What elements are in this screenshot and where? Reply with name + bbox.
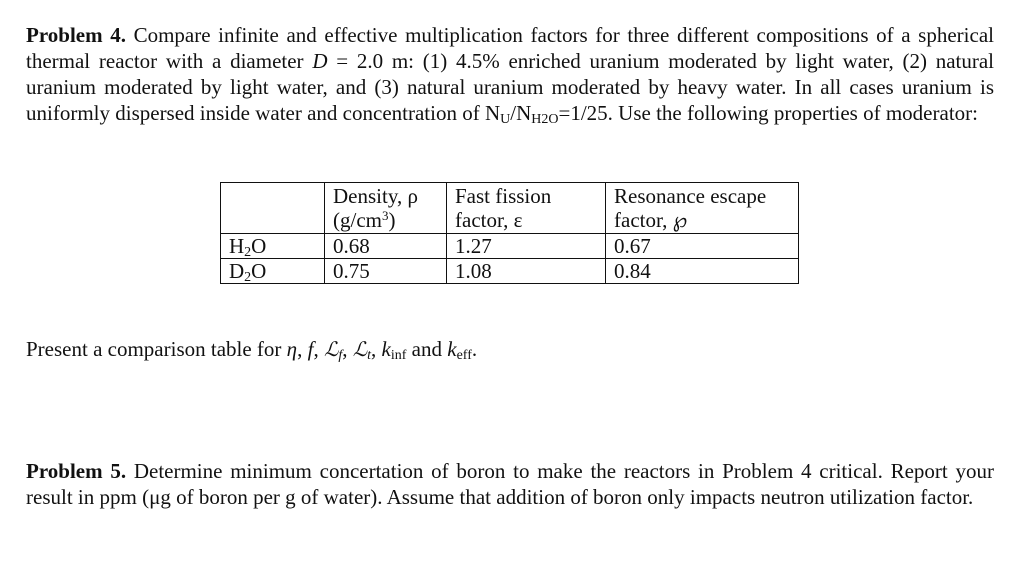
mod-post: O	[251, 259, 267, 283]
header-resonance-escape	[606, 183, 799, 234]
table-header-row	[221, 183, 799, 234]
f-symbol: f	[307, 337, 314, 361]
table-row	[221, 259, 799, 284]
row-fast: 1.08	[447, 259, 606, 284]
keff-sub: eff	[456, 348, 472, 363]
mod-sub: 2	[244, 245, 252, 260]
row-fast: 1.27	[447, 234, 606, 259]
header-density-line1: Density, ρ	[333, 184, 418, 208]
header-density	[325, 183, 447, 234]
row-resonance: 0.67	[606, 234, 799, 259]
diameter-symbol: D	[312, 49, 328, 73]
eta-symbol: η	[286, 337, 298, 361]
present-paragraph: Present a comparison table for η, f, ℒ$_f$, ℒ$_t$, $k_{inf}$ and $k_{eff}$.	[26, 337, 478, 363]
present-text: Present a comparison table for	[26, 337, 287, 361]
mod-post: O	[251, 234, 267, 258]
problem-4-text-c: =1/25. Use the following properties of moderator:	[558, 101, 978, 125]
table-row	[221, 234, 799, 259]
period: .	[471, 337, 478, 361]
header-fast-line2: factor, ε	[455, 208, 523, 232]
mod-sub: 2	[244, 270, 252, 285]
header-empty-cell	[221, 183, 325, 234]
header-res-line1: Resonance escape	[614, 184, 767, 208]
keff-k: k	[447, 337, 457, 361]
mod-pre: D	[229, 259, 245, 283]
problem-5-text: Determine minimum concertation of boron to make the reactors in Problem 4 critical. Report your result in ppm (μg of boron per g of water). Assume that addition of boron only impacts neutron utilization factor.	[26, 459, 994, 509]
row-density: 0.68	[325, 234, 447, 259]
header-density-unit-sup: 3	[381, 208, 389, 223]
row-moderator	[221, 234, 325, 259]
header-fast-fission	[447, 183, 606, 234]
lt-sub: t	[367, 348, 372, 363]
subscript-u: U	[500, 112, 511, 127]
header-density-unit-post: )	[388, 208, 396, 232]
header-density-unit-pre: (g/cm	[333, 208, 382, 232]
problem-5-label: Problem 5.	[26, 459, 127, 483]
problem-4-paragraph	[26, 22, 994, 126]
slash-n: /N	[510, 101, 532, 125]
header-res-line2: factor, ℘	[614, 208, 688, 232]
problem-4-text-a: Compare infinite and effective multiplication factors for three different compositions of a spherical thermal reactor with a diameter	[26, 23, 994, 73]
mod-pre: H	[229, 234, 245, 258]
moderator-properties-table	[220, 182, 799, 284]
header-fast-line1: Fast fission	[455, 184, 552, 208]
subscript-h2o: H2O	[531, 112, 559, 127]
row-moderator	[221, 259, 325, 284]
kinf-k: k	[381, 337, 391, 361]
kinf-sub: inf	[390, 348, 407, 363]
row-resonance: 0.84	[606, 259, 799, 284]
and-text: and	[406, 337, 448, 361]
problem-4-text-b: = 2.0 m: (1) 4.5% enriched uranium moderated by light water, (2) natural uranium moderated by light water, and (3) natural uranium moderated by heavy water. In all cases uranium is uniformly dispersed inside water and concentration of N	[26, 49, 994, 125]
lt-symbol: ℒ	[352, 337, 368, 361]
lf-sub: f	[338, 348, 343, 363]
lf-symbol: ℒ	[323, 337, 339, 361]
problem-5-paragraph	[26, 458, 994, 510]
row-density: 0.75	[325, 259, 447, 284]
problem-4-label: Problem 4.	[26, 23, 126, 47]
